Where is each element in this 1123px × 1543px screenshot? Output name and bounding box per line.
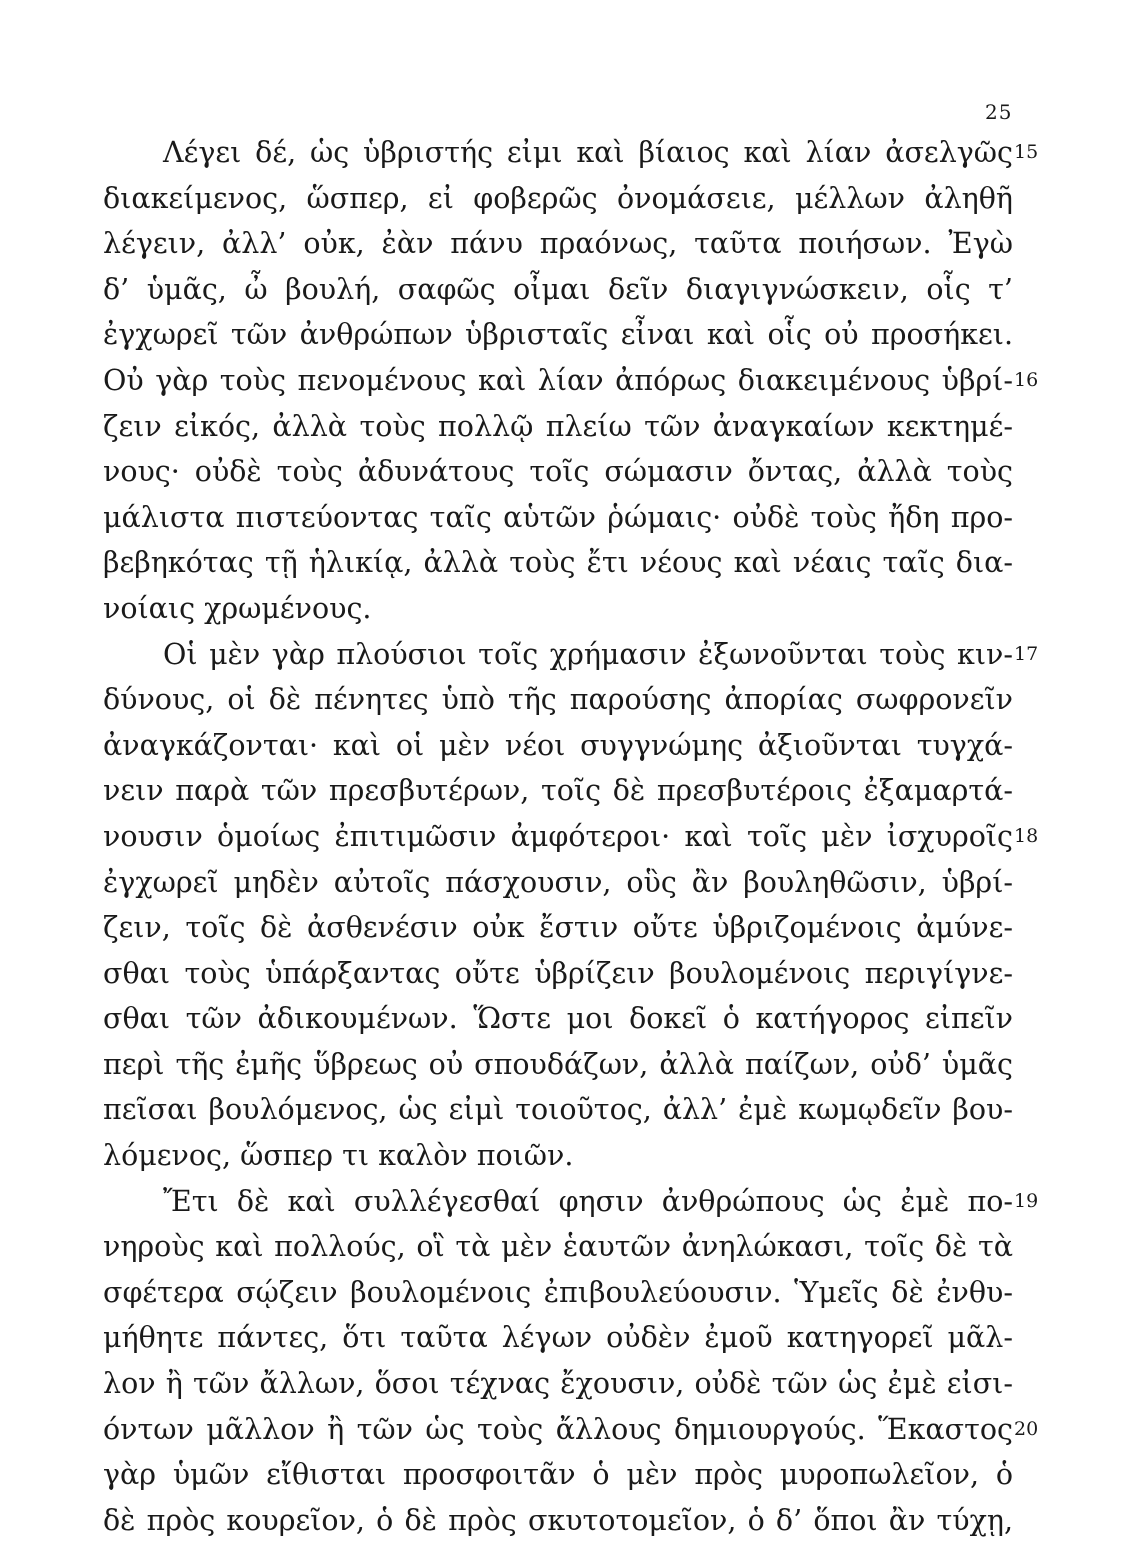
section-number xyxy=(1014,1498,1054,1543)
text-line: μήθητε πάντες, ὅτι ταῦτα λέγων οὐδὲν ἐμοῦ κατηγορεῖ μᾶλ- xyxy=(103,1321,1013,1355)
text-line: Οὐ γὰρ τοὺς πενομένους καὶ λίαν ἀπόρως διακειμένους ὑβρί- xyxy=(103,363,1013,397)
section-number xyxy=(1014,905,1054,951)
section-number xyxy=(1014,540,1054,586)
section-number xyxy=(1014,677,1054,723)
text-line: ἐγχωρεῖ μηδὲν αὐτοῖς πάσχουσιν, οὓς ἂν βουληθῶσιν, ὑβρί- xyxy=(103,865,1013,899)
section-number xyxy=(1014,267,1054,313)
section-number xyxy=(1014,586,1054,632)
text-line: δ’ ὑμᾶς, ὦ βουλή, σαφῶς οἶμαι δεῖν διαγιγνώσκειν, οἷς τ’ xyxy=(103,272,1013,306)
text-line: λόμενος, ὥσπερ τι καλὸν ποιῶν. xyxy=(103,1139,574,1173)
text-line: όντων μᾶλλον ἢ τῶν ὡς τοὺς ἄλλους δημιουργούς. Ἕκαστος xyxy=(103,1412,1013,1446)
section-number xyxy=(1014,1042,1054,1088)
text-line: λέγειν, ἀλλ’ οὐκ, ἐὰν πάνυ πραόνως, ταῦτα ποιήσων. Ἐγὼ xyxy=(103,227,1013,261)
page-number: 25 xyxy=(985,100,1013,124)
text-line: Ἔτι δὲ καὶ συλλέγεσθαί φησιν ἀνθρώπους ὡς ἐμὲ πο- xyxy=(163,1184,1013,1218)
text-line: περὶ τῆς ἐμῆς ὕβρεως οὐ σπουδάζων, ἀλλὰ παίζων, οὐδ’ ὑμᾶς xyxy=(103,1047,1013,1081)
text-line: δύνους, οἱ δὲ πένητες ὑπὸ τῆς παρούσης ἀπορίας σωφρονεῖν xyxy=(103,683,1013,717)
text-line: ζειν, τοῖς δὲ ἀσθενέσιν οὐκ ἔστιν οὔτε ὑβριζομένοις ἀμύνε- xyxy=(103,911,1013,945)
text-line: ἀναγκάζονται· καὶ οἱ μὲν νέοι συγγνώμης ἀξιοῦνται τυγχά- xyxy=(103,728,1013,762)
section-number: 18 xyxy=(1014,824,1039,847)
section-number: 16 xyxy=(1014,368,1039,391)
text-line: σφέτερα σῴζειν βουλομένοις ἐπιβουλεύουσιν. Ὑμεῖς δὲ ἐνθυ- xyxy=(103,1275,1013,1309)
section-number: 17 xyxy=(1014,642,1039,665)
section-number xyxy=(1014,996,1054,1042)
text-line: γὰρ ὑμῶν εἴθισται προσφοιτᾶν ὁ μὲν πρὸς μυροπωλεῖον, ὁ xyxy=(103,1458,1013,1492)
text-line: διακείμενος, ὥσπερ, εἰ φοβερῶς ὀνομάσειε, μέλλων ἀληθῆ xyxy=(103,181,1013,215)
text-line: δὲ πρὸς κουρεῖον, ὁ δὲ πρὸς σκυτοτομεῖον, ὁ δ’ ὅποι ἂν τύχῃ, xyxy=(103,1503,1013,1537)
text-line: Οἱ μὲν γὰρ πλούσιοι τοῖς χρήμασιν ἐξωνοῦνται τοὺς κιν- xyxy=(163,637,1013,671)
section-number xyxy=(1014,312,1054,358)
section-number: 19 xyxy=(1014,1189,1039,1212)
section-number: 15 xyxy=(1014,141,1039,163)
greek-text-body xyxy=(103,130,1013,1543)
text-line: μάλιστα πιστεύοντας ταῖς αὑτῶν ῥώμαις· οὐδὲ τοὺς ἤδη προ- xyxy=(103,500,1013,534)
section-number xyxy=(1014,723,1054,769)
section-number xyxy=(1014,1270,1054,1316)
section-number xyxy=(1014,1224,1054,1270)
text-line: νοίαις χρωμένους. xyxy=(103,591,372,625)
text-line: λον ἢ τῶν ἄλλων, ὅσοι τέχνας ἔχουσιν, οὐδὲ τῶν ὡς ἐμὲ εἰσι- xyxy=(103,1367,1013,1401)
text-line: σθαι τῶν ἀδικουμένων. Ὥστε μοι δοκεῖ ὁ κατήγορος εἰπεῖν xyxy=(103,1002,1013,1036)
text-line: νηροὺς καὶ πολλούς, οἳ τὰ μὲν ἑαυτῶν ἀνηλώκασι, τοῖς δὲ τὰ xyxy=(103,1230,1013,1264)
section-number xyxy=(1014,1361,1054,1407)
text-line: πεῖσαι βουλόμενος, ὡς εἰμὶ τοιοῦτος, ἀλλ’ ἐμὲ κωμῳδεῖν βου- xyxy=(103,1093,1013,1127)
text-line: νουσιν ὁμοίως ἐπιτιμῶσιν ἀμφότεροι· καὶ τοῖς μὲν ἰσχυροῖς xyxy=(103,819,1013,853)
section-number xyxy=(1014,221,1054,267)
text-line: σθαι τοὺς ὑπάρξαντας οὔτε ὑβρίζειν βουλομένοις περιγίγνε- xyxy=(103,956,1013,990)
section-number: 20 xyxy=(1014,1417,1039,1440)
text-line: ἐγχωρεῖ τῶν ἀνθρώπων ὑβρισταῖς εἶναι καὶ οἷς οὐ προσήκει. xyxy=(103,318,1013,352)
section-number xyxy=(1014,1133,1054,1179)
section-number xyxy=(1014,404,1054,450)
section-number xyxy=(1014,1315,1054,1361)
text-line: νειν παρὰ τῶν πρεσβυτέρων, τοῖς δὲ πρεσβυτέροις ἐξαμαρτά- xyxy=(103,774,1013,808)
section-number xyxy=(1014,768,1054,814)
section-number xyxy=(1014,495,1054,541)
section-number xyxy=(1014,1087,1054,1133)
section-number xyxy=(1014,951,1054,997)
section-number xyxy=(1014,176,1054,222)
text-line: Λέγει δέ, ὡς ὑβριστής εἰμι καὶ βίαιος καὶ λίαν ἀσελγῶς xyxy=(163,136,1013,169)
text-line: νους· οὐδὲ τοὺς ἀδυνάτους τοῖς σώμασιν ὄντας, ἀλλὰ τοὺς xyxy=(103,455,1013,489)
text-line: βεβηκότας τῇ ἡλικίᾳ, ἀλλὰ τοὺς ἔτι νέους καὶ νέαις ταῖς δια- xyxy=(103,546,1013,580)
section-number xyxy=(1014,1452,1054,1498)
text-line: ζειν εἰκός, ἀλλὰ τοὺς πολλῷ πλείω τῶν ἀναγκαίων κεκτημέ- xyxy=(103,409,1013,443)
section-number xyxy=(1014,860,1054,906)
section-number xyxy=(1014,449,1054,495)
section-numbers-margin xyxy=(1014,130,1054,1543)
